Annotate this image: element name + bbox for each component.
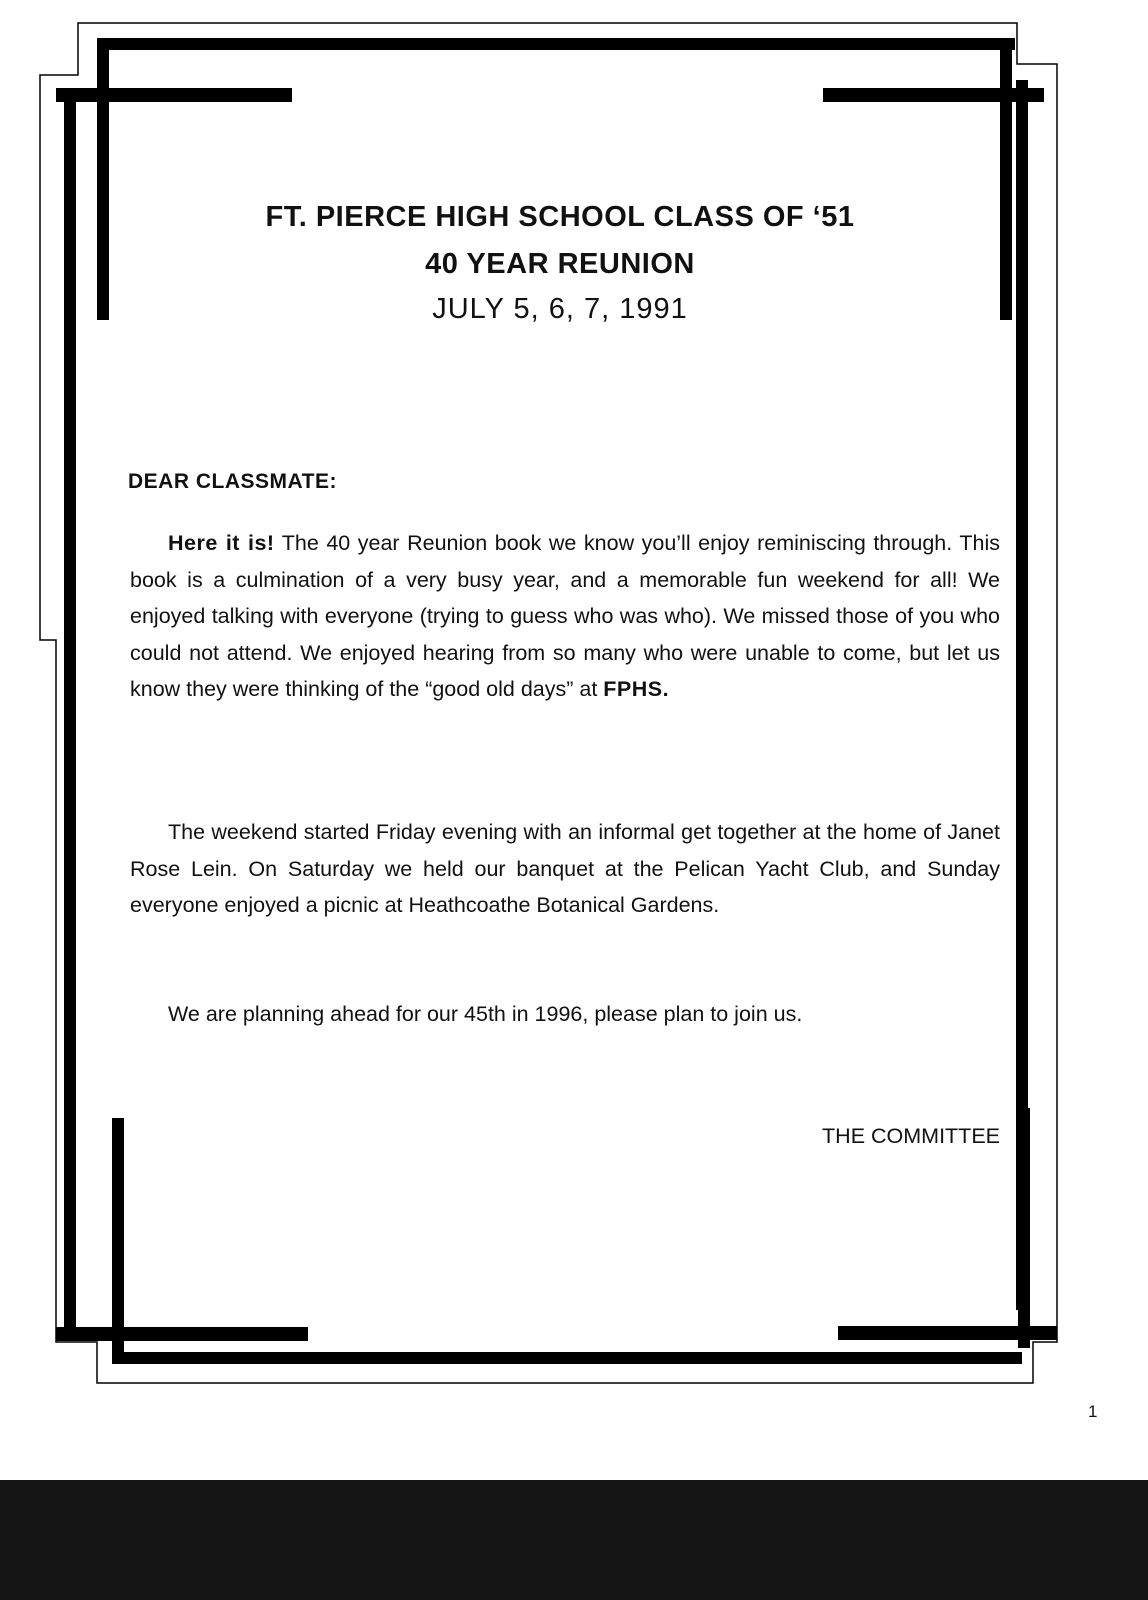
title-block xyxy=(120,203,1000,353)
title-line-2: 40 YEAR REUNION xyxy=(425,248,695,280)
paragraph-1-lead: Here it is! xyxy=(168,531,275,555)
frame-top-bar xyxy=(97,38,1015,50)
salutation: DEAR CLASSMATE: xyxy=(128,470,337,493)
title-line-1: FT. PIERCE HIGH SCHOOL CLASS OF ‘51 xyxy=(265,201,855,233)
paragraph-1-body: The 40 year Reunion book we know you’ll enjoy reminiscing through. This book is a culmination of a very busy year, and a memorable fun weekend for all! We enjoyed talking with everyone (trying to guess who was who). We missed those of you who could not attend. We enjoyed hearing from so many who were unable to come, but let us know they were thinking of the “good old days” at xyxy=(130,531,1000,701)
page-number: 1 xyxy=(1088,1402,1098,1421)
corner-bottom-left-arm xyxy=(56,1327,308,1341)
frame-left-bar xyxy=(64,100,76,1330)
corner-top-right-post xyxy=(1000,50,1012,320)
corner-top-left-arm xyxy=(56,88,292,102)
scan-bottom-band xyxy=(0,1480,1148,1600)
frame-bottom-bar xyxy=(112,1352,1022,1364)
signature: THE COMMITTEE xyxy=(822,1124,1000,1148)
paragraph-3: We are planning ahead for our 45th in 1996, please plan to join us. xyxy=(168,1002,803,1026)
paragraph-1-school-abbrev: FPHS. xyxy=(603,677,670,701)
paragraph-1 xyxy=(130,525,1000,708)
reunion-dates: JULY 5, 6, 7, 1991 xyxy=(432,293,688,325)
corner-bottom-right-post xyxy=(1018,1108,1030,1348)
paragraph-2: The weekend started Friday evening with an informal get together at the home of Janet Rose Lein. On Saturday we held our banquet at the Pelican Yacht Club, and Sunday everyone enjoyed a picnic at Heathcoathe Botanical Gardens. xyxy=(130,820,1000,917)
